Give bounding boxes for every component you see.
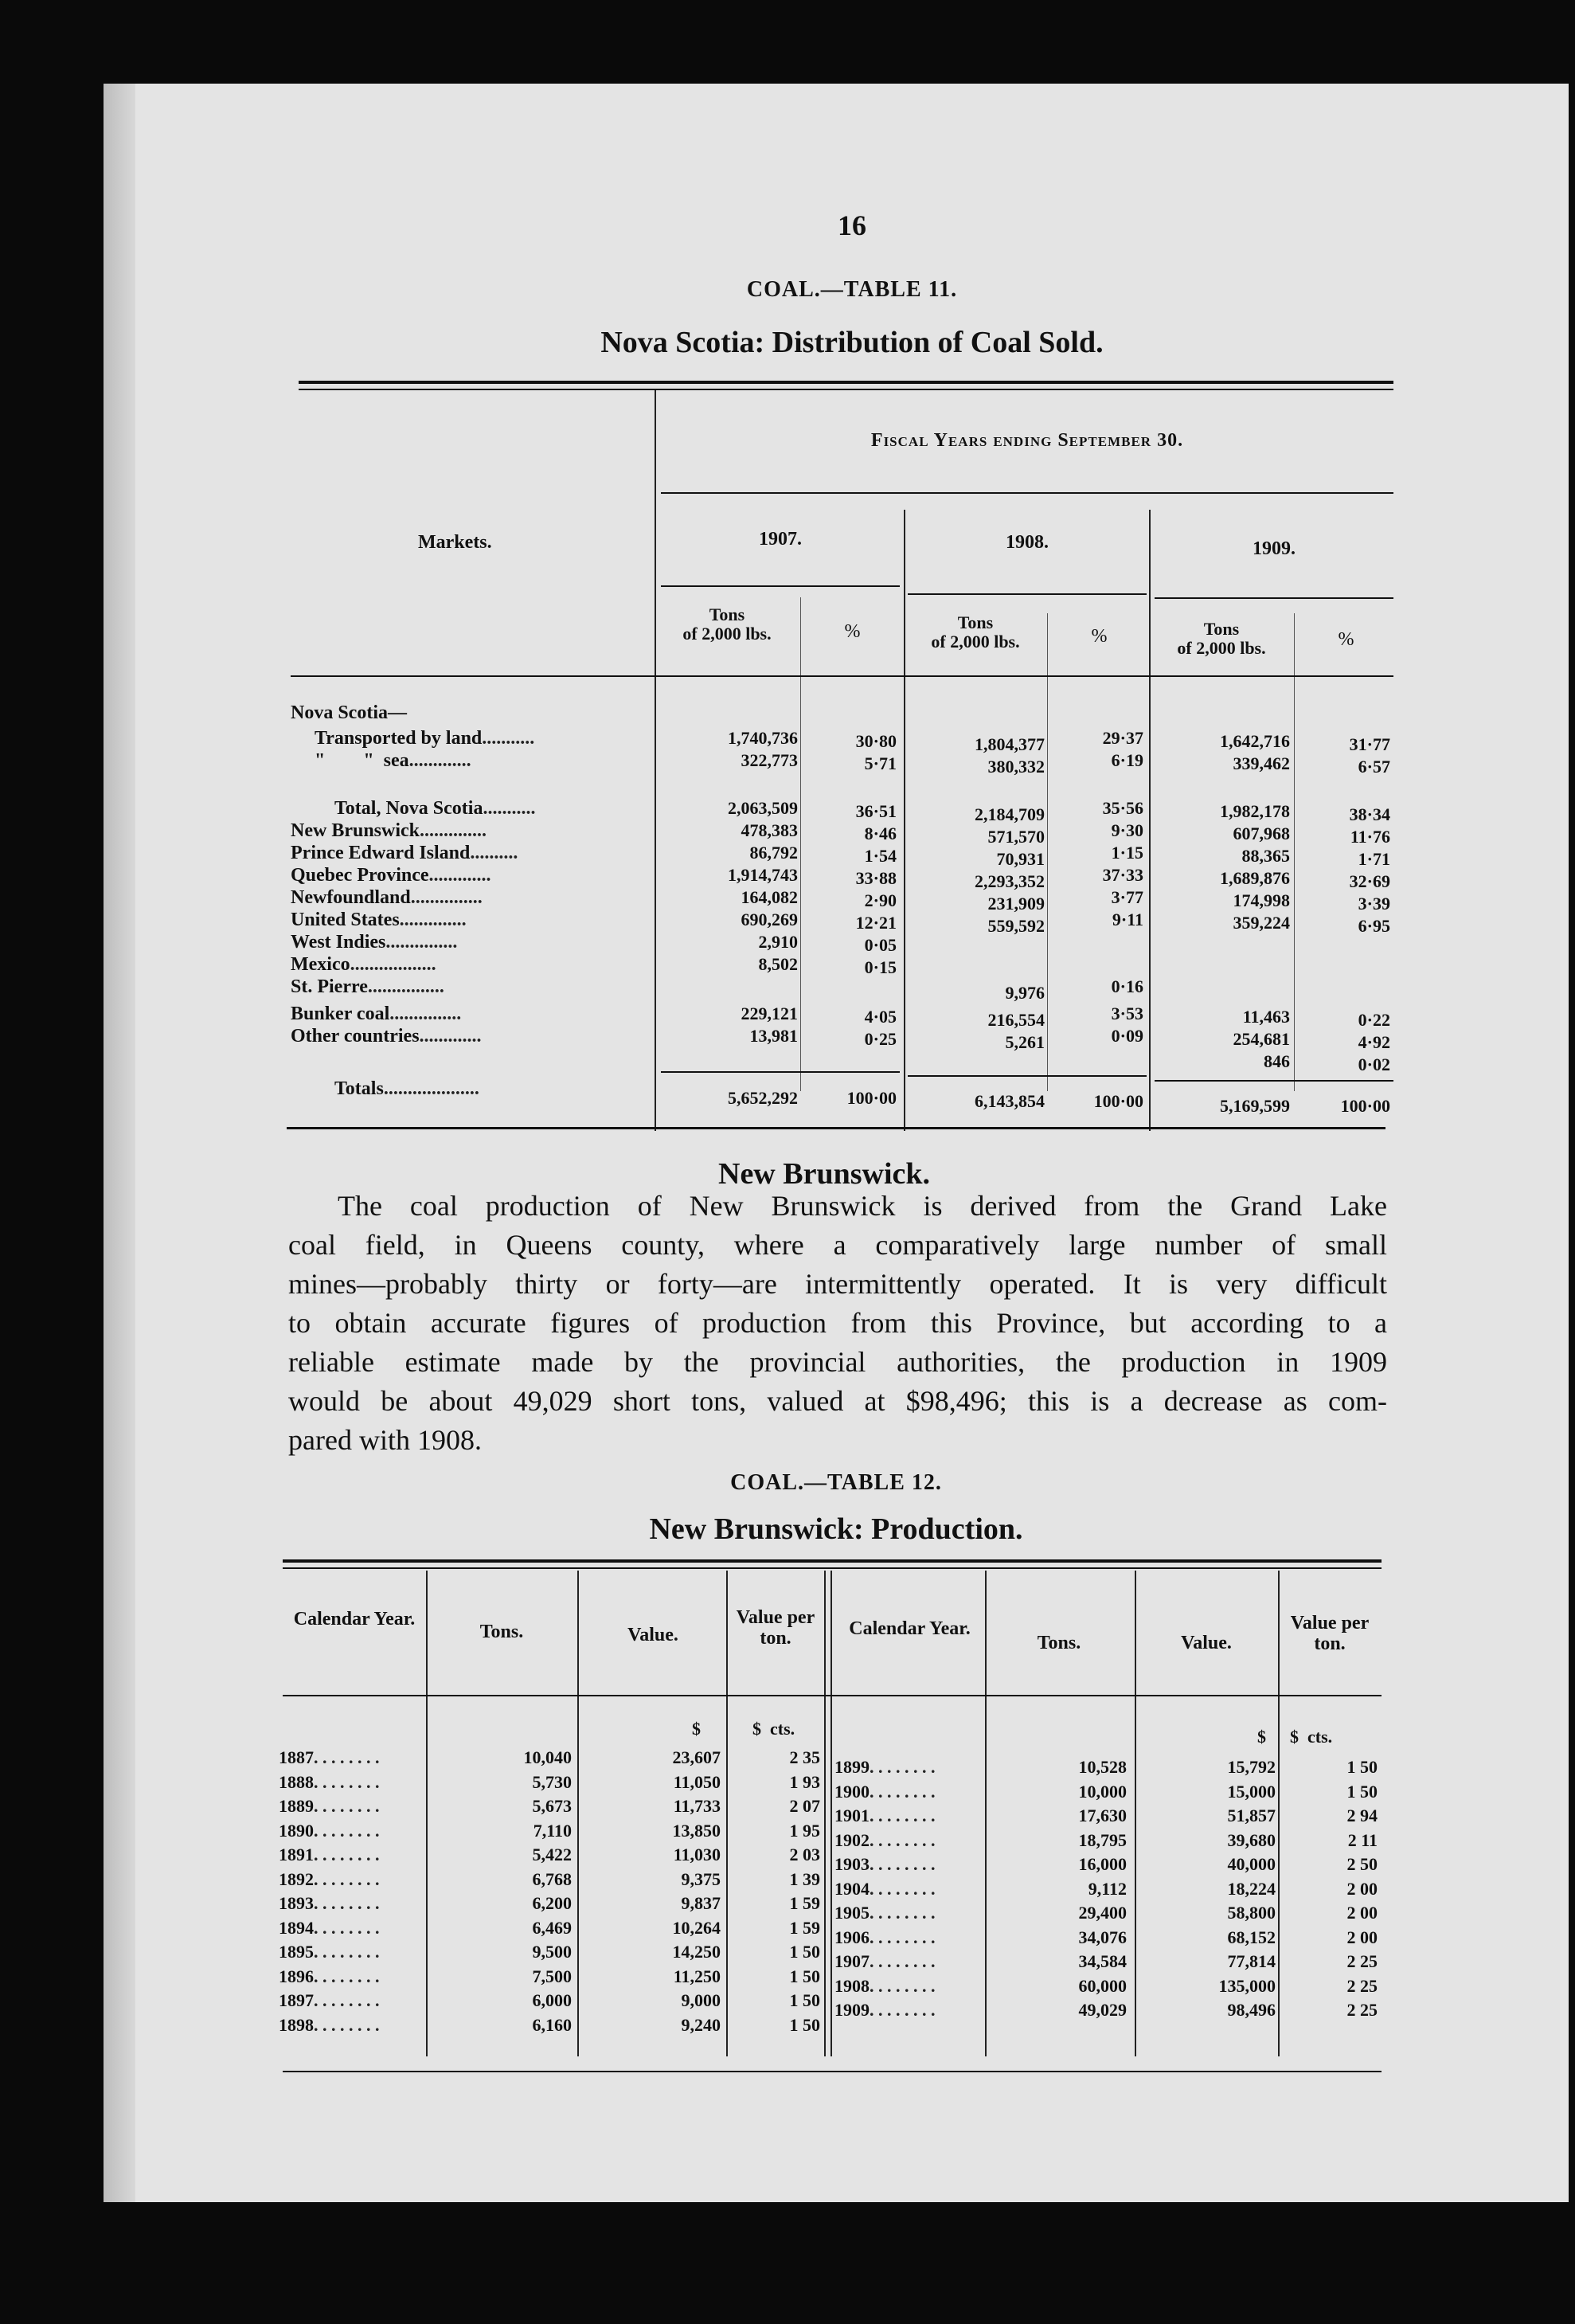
table12-top-rule xyxy=(283,1559,1382,1563)
table12-caption: COAL.—TABLE 12. xyxy=(730,1470,942,1495)
per-ton-cell: 1 95 xyxy=(789,1820,820,1841)
tons-cell: 6,000 xyxy=(532,1990,572,2010)
percent-cell: 32·69 xyxy=(1349,871,1390,891)
year-text: 1897 xyxy=(279,1990,314,2010)
year-text: 1909 xyxy=(834,2000,870,2020)
t12-header-year-right: Calendar Year. xyxy=(849,1618,971,1639)
tons-cell: 34,584 xyxy=(1078,1951,1127,1971)
year-text: 1901 xyxy=(834,1806,870,1825)
new-brunswick-paragraph xyxy=(288,1187,1387,1460)
value-cell: 15,000 xyxy=(1227,1781,1276,1802)
tons-cell: 60,000 xyxy=(1078,1975,1127,1996)
per-ton-cell: 1 59 xyxy=(789,1893,820,1913)
leader-dots: .............. xyxy=(399,910,467,930)
year-cell xyxy=(834,1854,936,1875)
market-label-text: West Indies xyxy=(291,932,386,953)
year-cell xyxy=(279,1869,380,1890)
year-cell xyxy=(834,1757,936,1778)
leader-dots: ........... xyxy=(483,798,536,819)
year-cell xyxy=(834,1806,936,1826)
percent-cell: 1·15 xyxy=(1111,843,1143,863)
tons-cell: 1,982,178 xyxy=(1220,801,1290,821)
tons-cell: 2,910 xyxy=(758,932,798,952)
tons-cell: 174,998 xyxy=(1233,890,1290,910)
tons-cell: 10,528 xyxy=(1078,1757,1127,1777)
percent-cell: 6·19 xyxy=(1111,750,1143,770)
year-cell xyxy=(834,1879,936,1899)
tons-cell: 2,184,709 xyxy=(975,804,1045,824)
tons-cell: 571,570 xyxy=(987,827,1045,847)
tons-cell: 231,909 xyxy=(987,894,1045,914)
tons-cell: 70,931 xyxy=(996,849,1045,869)
value-cell: 9,000 xyxy=(681,1990,721,2010)
value-cell: 77,814 xyxy=(1227,1951,1276,1971)
tons-cell: 18,795 xyxy=(1078,1829,1127,1850)
percent-cell: 2·90 xyxy=(864,890,897,910)
per-ton-cell: 1 50 xyxy=(789,2014,820,2035)
tons-cell: 690,269 xyxy=(741,910,798,929)
leader-dots: ............. xyxy=(419,1026,482,1047)
leader-dots: . . . . . . . . xyxy=(870,1854,936,1874)
per-ton-cell: 2 00 xyxy=(1346,1903,1378,1923)
value-cell: 13,850 xyxy=(672,1820,721,1841)
t12-header-value-left: Value. xyxy=(627,1625,678,1645)
tons-cell: 6,469 xyxy=(532,1917,572,1938)
per-ton-cell: 2 25 xyxy=(1346,2000,1378,2020)
percent-cell: 4·05 xyxy=(864,1007,897,1027)
year-text: 1902 xyxy=(834,1829,870,1850)
per-ton-cell: 2 00 xyxy=(1346,1878,1378,1899)
market-label-text: Quebec Province xyxy=(291,865,429,886)
year-cell xyxy=(834,1951,936,1972)
table11-bottom-rule xyxy=(287,1127,1385,1129)
leader-dots: . . . . . . . . xyxy=(314,1917,380,1938)
year-text: 1900 xyxy=(834,1781,870,1802)
per-ton-cell: 2 94 xyxy=(1346,1806,1378,1825)
tons-cell: 164,082 xyxy=(741,887,798,907)
year-text: 1891 xyxy=(279,1845,314,1864)
value-cell: 58,800 xyxy=(1227,1903,1276,1923)
percent-cell: 0·15 xyxy=(864,957,897,977)
leader-dots: . . . . . . . . xyxy=(314,2014,380,2035)
market-row-label xyxy=(334,798,535,820)
market-label-text: Mexico xyxy=(291,954,350,975)
market-row-label xyxy=(291,887,483,909)
per-ton-cell: 1 93 xyxy=(789,1771,820,1792)
tons-cell: 846 xyxy=(1264,1051,1290,1071)
percent-cell: 35·56 xyxy=(1102,798,1143,818)
per-ton-cell: 1 50 xyxy=(1346,1757,1378,1777)
leader-dots: ............. xyxy=(428,865,491,886)
market-label-text: New Brunswick xyxy=(291,820,420,841)
tons-cell: 9,976 xyxy=(1005,983,1045,1003)
year-text: 1899 xyxy=(834,1757,870,1777)
page-edge xyxy=(104,84,135,2202)
totals-label: Totals.................... xyxy=(334,1078,479,1099)
per-ton-cell: 2 50 xyxy=(1346,1854,1378,1874)
leader-dots: . . . . . . . . xyxy=(870,1829,936,1850)
year-text: 1888 xyxy=(279,1771,314,1792)
percent-cell: 8·46 xyxy=(864,824,897,843)
leader-dots: . . . . . . . . xyxy=(870,1781,936,1802)
market-label-text: Prince Edward Island xyxy=(291,843,471,863)
totals-pct-1908: 100·00 xyxy=(1093,1091,1143,1111)
table11-top-rule xyxy=(299,381,1393,384)
year-1908: 1908. xyxy=(1006,532,1049,553)
tons-header-1907: Tons of 2,000 lbs. xyxy=(682,604,772,644)
percent-cell: 38·34 xyxy=(1349,804,1390,824)
value-cell: 11,733 xyxy=(673,1796,721,1816)
tons-cell: 10,000 xyxy=(1078,1781,1127,1802)
percent-cell: 33·88 xyxy=(855,868,897,888)
t12-unit-value-right: $ xyxy=(1257,1727,1266,1747)
tons-cell: 5,730 xyxy=(532,1771,572,1792)
t12-unit-perton-left: $ cts. xyxy=(752,1719,795,1739)
year-1907: 1907. xyxy=(759,529,802,550)
totals-pct-1907: 100·00 xyxy=(846,1088,897,1108)
year-cell xyxy=(834,1903,936,1923)
tons-cell: 254,681 xyxy=(1233,1029,1290,1049)
per-ton-cell: 2 00 xyxy=(1346,1927,1378,1947)
market-row-label xyxy=(291,1026,482,1047)
market-label-text: Newfoundland xyxy=(291,887,411,908)
percent-cell: 3·53 xyxy=(1111,1004,1143,1023)
market-row-label xyxy=(315,750,471,772)
percent-cell: 0·16 xyxy=(1111,976,1143,996)
percent-cell: 6·95 xyxy=(1358,916,1390,936)
pct-header-1908: % xyxy=(1091,626,1108,647)
paragraph-line: to obtain accurate figures of production from this Province, but according to a xyxy=(288,1307,1387,1339)
market-label-text: Bunker coal xyxy=(291,1004,390,1024)
markets-header: Markets. xyxy=(418,532,492,553)
leader-dots: ................ xyxy=(367,976,444,997)
paragraph-line: pared with 1908. xyxy=(288,1424,482,1456)
leader-dots: . . . . . . . . xyxy=(870,1806,936,1825)
tons-cell: 6,160 xyxy=(532,2014,572,2035)
paragraph-line: would be about 49,029 short tons, valued at $98,496; this is a decrease as com- xyxy=(288,1385,1387,1417)
tons-header-1908: Tons of 2,000 lbs. xyxy=(931,612,1020,651)
market-label-text: " " sea xyxy=(315,750,409,771)
tons-cell: 7,110 xyxy=(533,1820,572,1841)
percent-cell: 0·22 xyxy=(1358,1010,1390,1030)
value-cell: 68,152 xyxy=(1227,1927,1276,1947)
value-cell: 11,250 xyxy=(673,1966,721,1986)
per-ton-cell: 1 39 xyxy=(789,1868,820,1889)
t12-header-year-left: Calendar Year. xyxy=(293,1609,416,1630)
percent-cell: 29·37 xyxy=(1102,728,1143,748)
leader-dots: . . . . . . . . xyxy=(314,1868,380,1889)
new-brunswick-heading: New Brunswick. xyxy=(718,1157,931,1191)
year-text: 1905 xyxy=(834,1903,870,1923)
percent-cell: 5·71 xyxy=(864,753,897,773)
value-cell: 10,264 xyxy=(672,1917,721,1938)
value-cell: 9,240 xyxy=(681,2014,721,2035)
per-ton-cell: 1 50 xyxy=(789,1990,820,2010)
totals-tons-1909: 5,169,599 xyxy=(1220,1096,1290,1116)
totals-tons-1908: 6,143,854 xyxy=(975,1091,1045,1111)
year-text: 1903 xyxy=(834,1854,870,1874)
market-row-label xyxy=(291,954,436,976)
market-label-text: Transported by land xyxy=(315,728,483,749)
year-text: 1904 xyxy=(834,1878,870,1899)
leader-dots: . . . . . . . . xyxy=(870,1927,936,1947)
table11-caption: COAL.—TABLE 11. xyxy=(746,277,958,302)
year-cell xyxy=(279,1796,380,1817)
percent-cell: 3·39 xyxy=(1358,894,1390,914)
leader-dots: . . . . . . . . xyxy=(314,1747,380,1767)
totals-tons-1907: 5,652,292 xyxy=(728,1088,798,1108)
table12-bottom-rule xyxy=(283,2071,1382,2072)
percent-cell: 1·71 xyxy=(1358,849,1390,869)
tons-cell: 2,063,509 xyxy=(728,798,798,818)
paragraph-line: coal field, in Queens county, where a comparatively large number of small xyxy=(288,1229,1387,1261)
tons-cell: 216,554 xyxy=(987,1010,1045,1030)
per-ton-cell: 1 50 xyxy=(789,1966,820,1986)
percent-cell: 36·51 xyxy=(855,801,897,821)
tons-cell: 2,293,352 xyxy=(975,871,1045,891)
market-label-text: Total, Nova Scotia xyxy=(334,798,483,819)
value-cell: 9,837 xyxy=(681,1893,721,1913)
percent-cell: 30·80 xyxy=(855,731,897,751)
t12-unit-perton-right: $ cts. xyxy=(1290,1727,1333,1747)
market-row-label xyxy=(291,1004,461,1025)
leader-dots: . . . . . . . . xyxy=(870,1757,936,1777)
percent-cell: 6·57 xyxy=(1358,757,1390,777)
year-cell xyxy=(834,1830,936,1851)
year-cell xyxy=(279,1893,380,1914)
leader-dots: . . . . . . . . xyxy=(870,1975,936,1996)
leader-dots: . . . . . . . . xyxy=(314,1990,380,2010)
value-cell: 15,792 xyxy=(1227,1757,1276,1777)
percent-cell: 37·33 xyxy=(1102,865,1143,885)
market-row-label xyxy=(315,728,534,749)
year-text: 1894 xyxy=(279,1917,314,1938)
tons-cell: 229,121 xyxy=(741,1004,798,1023)
year-text: 1908 xyxy=(834,1975,870,1996)
leader-dots: ........... xyxy=(482,728,535,749)
year-cell xyxy=(279,2015,380,2036)
paragraph-line: mines—probably thirty or forty—are intermittently operated. It is very difficult xyxy=(288,1268,1387,1300)
tons-cell: 5,261 xyxy=(1005,1032,1045,1052)
percent-cell: 12·21 xyxy=(855,913,897,933)
value-cell: 18,224 xyxy=(1227,1878,1276,1899)
year-text: 1890 xyxy=(279,1820,314,1841)
per-ton-cell: 1 50 xyxy=(789,1942,820,1962)
value-cell: 11,030 xyxy=(673,1845,721,1864)
value-cell: 135,000 xyxy=(1218,1975,1276,1996)
tons-cell: 5,422 xyxy=(532,1845,572,1864)
table12-title: New Brunswick: Production. xyxy=(649,1512,1023,1546)
leader-dots: ............... xyxy=(410,887,483,908)
page-number: 16 xyxy=(838,209,866,241)
market-row-label xyxy=(291,910,467,931)
market-label-text: United States xyxy=(291,910,400,930)
tons-header-1909: Tons of 2,000 lbs. xyxy=(1177,619,1266,658)
percent-cell: 0·02 xyxy=(1358,1054,1390,1074)
year-cell xyxy=(834,1782,936,1802)
tons-cell: 1,689,876 xyxy=(1220,868,1290,888)
percent-cell: 9·11 xyxy=(1112,910,1143,929)
per-ton-cell: 1 59 xyxy=(789,1917,820,1938)
leader-dots: .......... xyxy=(470,843,518,863)
fiscal-years-header: Fiscal Years ending September 30. xyxy=(870,430,1184,451)
leader-dots: . . . . . . . . xyxy=(314,1796,380,1816)
percent-cell: 11·76 xyxy=(1350,827,1390,847)
tons-cell: 1,804,377 xyxy=(975,734,1045,754)
percent-cell: 3·77 xyxy=(1111,887,1143,907)
leader-dots: . . . . . . . . xyxy=(870,1878,936,1899)
leader-dots: . . . . . . . . xyxy=(314,1893,380,1913)
tons-cell: 1,642,716 xyxy=(1220,731,1290,751)
per-ton-cell: 2 07 xyxy=(789,1796,820,1816)
tons-cell: 559,592 xyxy=(987,916,1045,936)
percent-cell: 4·92 xyxy=(1358,1032,1390,1052)
percent-cell: 31·77 xyxy=(1349,734,1390,754)
value-cell: 98,496 xyxy=(1227,2000,1276,2020)
year-text: 1887 xyxy=(279,1747,314,1767)
per-ton-cell: 2 11 xyxy=(1347,1829,1378,1850)
paragraph-line: reliable estimate made by the provincial authorities, the production in 1909 xyxy=(288,1346,1387,1378)
year-1909: 1909. xyxy=(1253,538,1296,559)
table11-title: Nova Scotia: Distribution of Coal Sold. xyxy=(600,326,1104,359)
tons-cell: 5,673 xyxy=(532,1796,572,1816)
tons-cell: 49,029 xyxy=(1078,2000,1127,2020)
percent-cell: 0·05 xyxy=(864,935,897,955)
tons-cell: 34,076 xyxy=(1078,1927,1127,1947)
leader-dots: . . . . . . . . xyxy=(870,2000,936,2020)
tons-cell: 9,500 xyxy=(532,1942,572,1962)
tons-cell: 10,040 xyxy=(523,1747,572,1767)
per-ton-cell: 2 35 xyxy=(789,1747,820,1767)
year-cell xyxy=(279,1966,380,1987)
tons-cell: 7,500 xyxy=(532,1966,572,1986)
tons-cell: 1,740,736 xyxy=(728,728,798,748)
pct-header-1909: % xyxy=(1338,629,1354,650)
leader-dots: ............. xyxy=(408,750,471,771)
t12-header-perton-right: Value per ton. xyxy=(1290,1613,1370,1654)
t12-unit-value-left: $ xyxy=(692,1719,701,1739)
year-cell xyxy=(834,1976,936,1997)
tons-cell: 11,463 xyxy=(1242,1007,1290,1027)
tons-cell: 359,224 xyxy=(1233,913,1290,933)
leader-dots: .............. xyxy=(420,820,487,841)
per-ton-cell: 2 03 xyxy=(789,1845,820,1864)
tons-cell: 16,000 xyxy=(1078,1854,1127,1874)
tons-cell: 17,630 xyxy=(1078,1806,1127,1825)
value-cell: 23,607 xyxy=(672,1747,721,1767)
value-cell: 14,250 xyxy=(672,1942,721,1962)
leader-dots: . . . . . . . . xyxy=(314,1820,380,1841)
value-cell: 40,000 xyxy=(1227,1854,1276,1874)
value-cell: 51,857 xyxy=(1227,1806,1276,1825)
percent-cell: 1·54 xyxy=(864,846,897,866)
pct-header-1907: % xyxy=(844,621,861,642)
year-cell xyxy=(279,1747,380,1768)
leader-dots: . . . . . . . . xyxy=(870,1951,936,1971)
leader-dots: ............... xyxy=(389,1004,462,1024)
t12-header-tons-left: Tons. xyxy=(479,1622,524,1642)
year-cell xyxy=(834,1927,936,1948)
totals-pct-1909: 100·00 xyxy=(1340,1096,1390,1116)
leader-dots: . . . . . . . . xyxy=(870,1903,936,1923)
percent-cell: 0·25 xyxy=(864,1029,897,1049)
year-text: 1889 xyxy=(279,1796,314,1816)
market-label-text: Other countries xyxy=(291,1026,420,1047)
t12-header-tons-right: Tons. xyxy=(1037,1633,1081,1653)
tons-cell: 1,914,743 xyxy=(728,865,798,885)
tons-cell: 6,768 xyxy=(532,1868,572,1889)
t12-header-perton-left: Value per ton. xyxy=(736,1607,815,1649)
tons-cell: 86,792 xyxy=(749,843,798,863)
paragraph-line: The coal production of New Brunswick is derived from the Grand Lake xyxy=(338,1190,1387,1222)
year-text: 1906 xyxy=(834,1927,870,1947)
tons-cell: 380,332 xyxy=(987,757,1045,777)
tons-cell: 6,200 xyxy=(532,1893,572,1913)
value-cell: 9,375 xyxy=(681,1868,721,1889)
year-cell xyxy=(279,1918,380,1939)
leader-dots: . . . . . . . . xyxy=(314,1942,380,1962)
per-ton-cell: 2 25 xyxy=(1346,1975,1378,1996)
year-cell xyxy=(279,1990,380,2011)
leader-dots: . . . . . . . . xyxy=(314,1771,380,1792)
market-row-label xyxy=(291,865,491,886)
value-cell: 11,050 xyxy=(673,1771,721,1792)
year-text: 1907 xyxy=(834,1951,870,1971)
leader-dots: . . . . . . . . xyxy=(314,1966,380,1986)
tons-cell: 322,773 xyxy=(741,750,798,770)
per-ton-cell: 1 50 xyxy=(1346,1781,1378,1802)
market-row-label xyxy=(291,820,487,842)
tons-cell: 29,400 xyxy=(1078,1903,1127,1923)
percent-cell: 9·30 xyxy=(1111,820,1143,840)
year-cell xyxy=(279,1942,380,1962)
market-row-label xyxy=(291,932,457,953)
percent-cell: 0·09 xyxy=(1111,1026,1143,1046)
year-cell xyxy=(834,2000,936,2021)
year-cell xyxy=(279,1772,380,1793)
year-text: 1892 xyxy=(279,1868,314,1889)
year-text: 1898 xyxy=(279,2014,314,2035)
tons-cell: 13,981 xyxy=(749,1026,798,1046)
leader-dots: .................. xyxy=(350,954,436,975)
year-text: 1895 xyxy=(279,1942,314,1962)
tons-cell: 88,365 xyxy=(1241,846,1290,866)
market-label-text: St. Pierre xyxy=(291,976,368,997)
tons-cell: 9,112 xyxy=(1088,1878,1127,1899)
tons-cell: 339,462 xyxy=(1233,753,1290,773)
value-cell: 39,680 xyxy=(1227,1829,1276,1850)
market-row-label xyxy=(291,976,444,998)
nova-scotia-group-label: Nova Scotia— xyxy=(291,702,407,723)
market-row-label xyxy=(291,843,518,864)
year-text: 1893 xyxy=(279,1893,314,1913)
per-ton-cell: 2 25 xyxy=(1346,1951,1378,1971)
t12-header-value-right: Value. xyxy=(1181,1633,1232,1653)
tons-cell: 607,968 xyxy=(1233,824,1290,843)
year-cell xyxy=(279,1821,380,1841)
tons-cell: 8,502 xyxy=(758,954,798,974)
leader-dots: . . . . . . . . xyxy=(314,1845,380,1864)
year-text: 1896 xyxy=(279,1966,314,1986)
year-cell xyxy=(279,1845,380,1865)
tons-cell: 478,383 xyxy=(741,820,798,840)
leader-dots: ............... xyxy=(385,932,458,953)
